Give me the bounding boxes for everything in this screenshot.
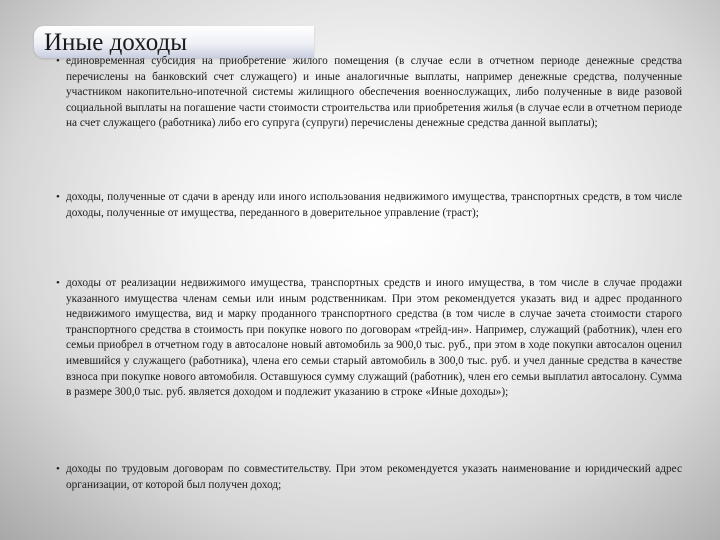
- list-item: [54, 54, 682, 132]
- bullet-icon: •: [56, 463, 60, 475]
- list-item-text: единовременная субсидия на приобретение жилого помещения (в случае если в отчетном периоде денежные средства перечислены на банковский счет служащего) и иные аналогичные выплаты, например денежные средства, полученные участником накопительно-ипотечной системы жилищного обеспечения военнослужащих, либо полученные в виде разовой социальной выплаты на погашение части стоимости строительства или приобретения жилья (в случае если в отчетном периоде на счет служащего (работника) либо его супруга (супруги) перечислены денежные средства данной выплаты);: [66, 55, 682, 130]
- bullet-icon: •: [56, 55, 60, 67]
- list-item-text: доходы от реализации недвижимого имущества, транспортных средств и иного имущества, в том числе в случае продажи указанного имущества членам семьи или иным родственникам. При этом рекомендуется указать вид и адрес проданного недвижимого имущества, вид и марку проданного транспортного средства (в том числе в случае зачета стоимости старого транспортного средства в стоимость при покупке нового по договорам «трейд-ин». Например, служащий (работник), член его семьи приобрел в отчетном году в автосалоне новый автомобиль за 900,0 тыс. руб., при этом в ходе покупки автосалон оценил имевшийся у служащего (работника), члена его семьи старый автомобиль в 300,0 тыс. руб. и учел данные средства в качестве взноса при покупке нового автомобиля. Оставшуюся сумму служащий (работник), член его семьи выплатил автосалону. Сумма в размере 300,0 тыс. руб. является доходом и подлежит указанию в строке «Иные доходы»);: [66, 277, 682, 399]
- list-item: [54, 276, 682, 401]
- list-item-text: доходы по трудовым договорам по совместительству. При этом рекомендуется указать наименование и юридический адрес организации, от которой был получен доход;: [66, 463, 682, 491]
- slide-title: Иные доходы: [44, 29, 188, 56]
- list-item: [54, 190, 682, 221]
- bullet-icon: •: [56, 191, 60, 203]
- list-item-text: доходы, полученные от сдачи в аренду или иного использования недвижимого имущества, транспортных средств, в том числе доходы, полученные от имущества, переданного в доверительное управление (траст);: [66, 191, 682, 219]
- list-item: [54, 462, 682, 493]
- bullet-icon: •: [56, 277, 60, 289]
